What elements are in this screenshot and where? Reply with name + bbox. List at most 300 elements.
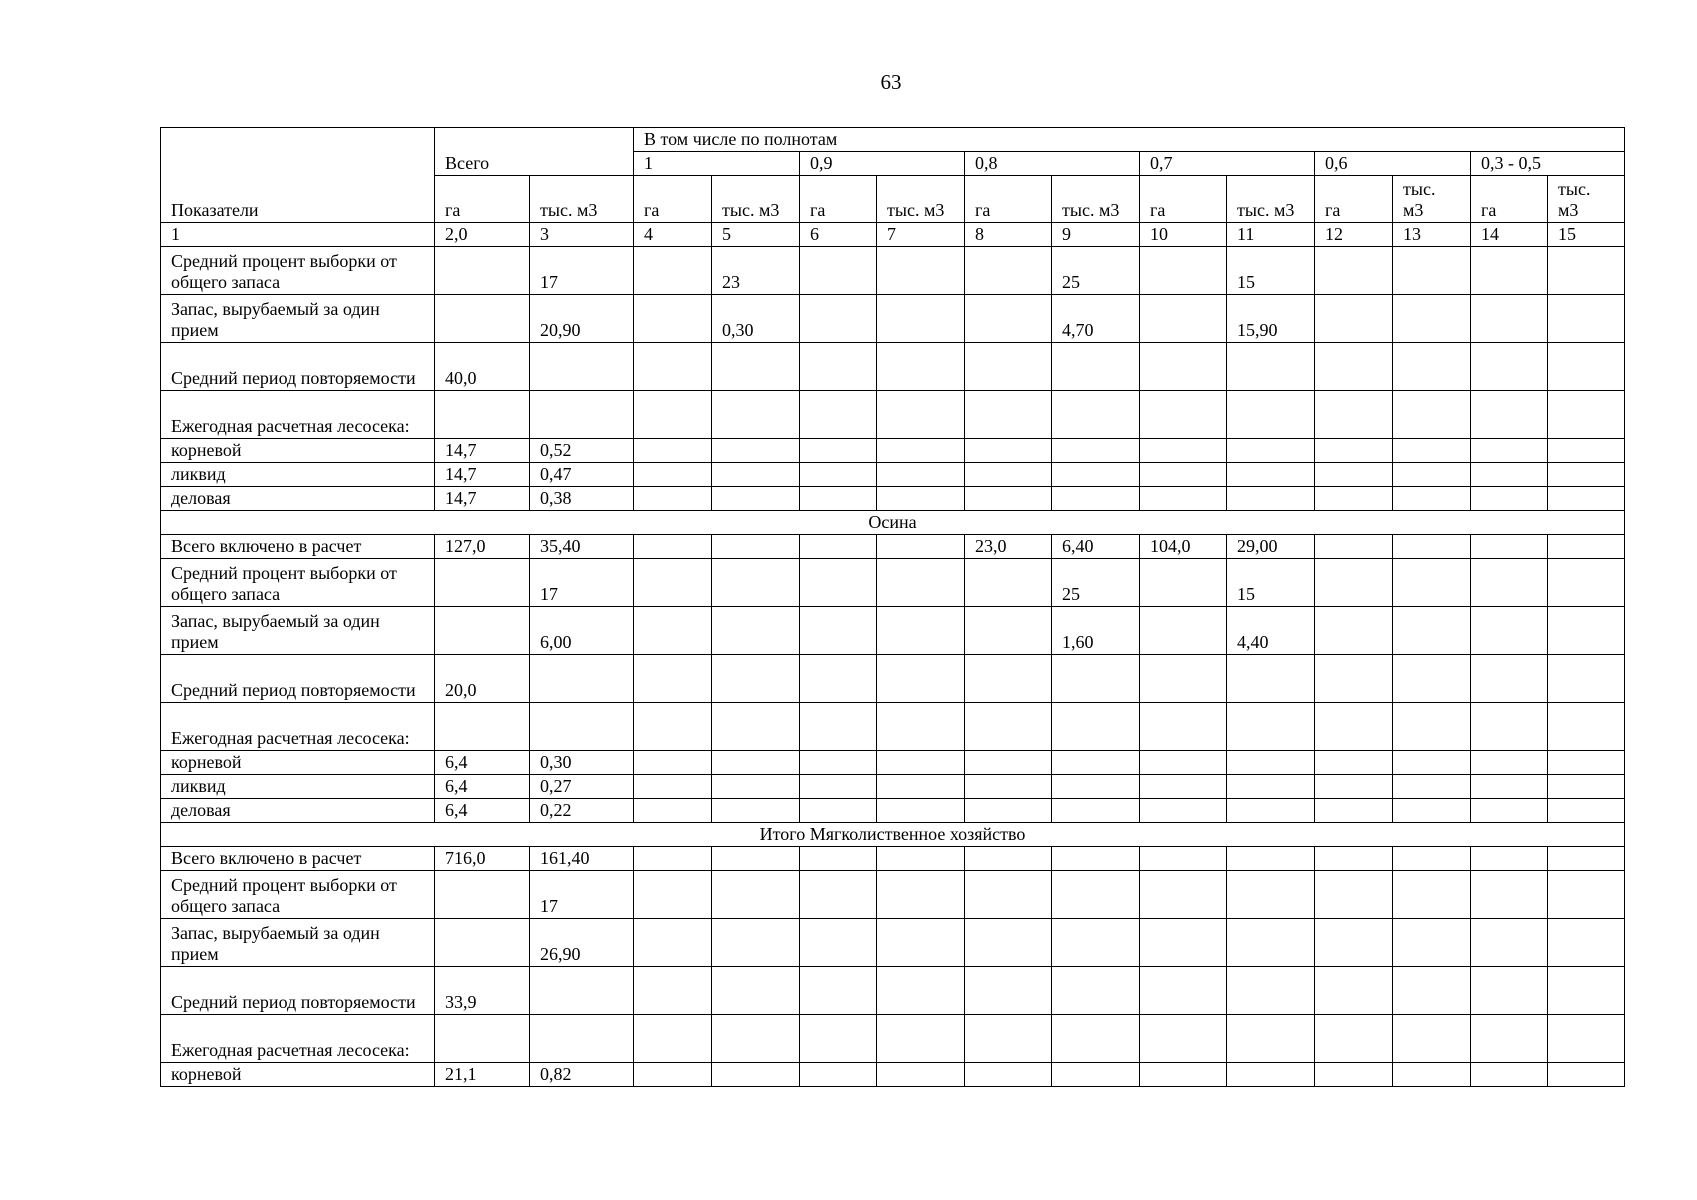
table-cell (965, 919, 1052, 967)
section-row (161, 823, 1625, 847)
table-cell (1140, 799, 1227, 823)
table-cell (1393, 847, 1471, 871)
table-cell (965, 967, 1052, 1015)
table-cell (877, 703, 965, 751)
table-cell (1315, 775, 1393, 799)
table-cell (965, 463, 1052, 487)
table-cell (634, 775, 712, 799)
table-cell (1548, 343, 1625, 391)
table-cell (877, 463, 965, 487)
table-cell (1052, 799, 1140, 823)
table-cell (965, 1063, 1052, 1087)
header-by-density: В том числе по полнотам (634, 128, 1625, 152)
row-label: корневой (161, 439, 435, 463)
table-cell: 26,90 (530, 919, 634, 967)
table-cell (435, 295, 530, 343)
table-body (161, 247, 1625, 1087)
table-cell: 15 (1227, 247, 1315, 295)
table-cell (435, 247, 530, 295)
table-cell (1052, 439, 1140, 463)
column-number: 7 (877, 223, 965, 247)
table-cell (1548, 535, 1625, 559)
table-cell (800, 655, 877, 703)
table-cell (800, 1063, 877, 1087)
column-number: 1 (161, 223, 435, 247)
header-indicator: Показатели (161, 128, 435, 223)
table-row (161, 703, 1625, 751)
table-cell (1393, 799, 1471, 823)
table-cell (877, 1063, 965, 1087)
table-cell (1227, 919, 1315, 967)
table-cell (1548, 391, 1625, 439)
table-cell (1315, 487, 1393, 511)
table-cell: 0,38 (530, 487, 634, 511)
table-cell (1393, 487, 1471, 511)
table-cell (1471, 535, 1548, 559)
table-cell (1393, 247, 1471, 295)
table-cell (965, 487, 1052, 511)
unit-cell: тыс. м3 (530, 176, 634, 223)
table-cell (1052, 463, 1140, 487)
table-row (161, 799, 1625, 823)
unit-cell: тыс. м3 (1548, 176, 1625, 223)
table-cell (1471, 775, 1548, 799)
table-cell: 4,70 (1052, 295, 1140, 343)
table-cell (965, 751, 1052, 775)
table-cell (1548, 1063, 1625, 1087)
table-cell (712, 487, 800, 511)
table-cell (1315, 1063, 1393, 1087)
table-cell (965, 703, 1052, 751)
table-cell (1140, 559, 1227, 607)
table-cell: 33,9 (435, 967, 530, 1015)
header-total: Всего (435, 128, 634, 176)
table-cell (965, 559, 1052, 607)
row-label: Запас, вырубаемый за один прием (161, 607, 435, 655)
row-label: корневой (161, 751, 435, 775)
section-row (161, 511, 1625, 535)
table-cell (965, 391, 1052, 439)
row-label: Всего включено в расчет (161, 535, 435, 559)
row-label: деловая (161, 799, 435, 823)
table-cell (634, 799, 712, 823)
table-cell (1471, 703, 1548, 751)
table-cell (965, 247, 1052, 295)
row-label: Средний период повторяемости (161, 655, 435, 703)
section-title: Итого Мягколиственное хозяйство (161, 823, 1625, 847)
table-cell (435, 1015, 530, 1063)
table-cell (1052, 391, 1140, 439)
table-cell (1052, 703, 1140, 751)
table-cell (1315, 535, 1393, 559)
table-cell (1471, 799, 1548, 823)
table-cell (1548, 463, 1625, 487)
table-row (161, 463, 1625, 487)
table-row (161, 295, 1625, 343)
table-cell (1315, 559, 1393, 607)
table-cell (1393, 919, 1471, 967)
table-cell: 14,7 (435, 463, 530, 487)
table-cell (1315, 343, 1393, 391)
table-cell (1471, 295, 1548, 343)
table-cell: 0,82 (530, 1063, 634, 1087)
table-cell (877, 751, 965, 775)
table-cell (634, 343, 712, 391)
table-cell (800, 607, 877, 655)
table-cell (1315, 655, 1393, 703)
column-number: 11 (1227, 223, 1315, 247)
table-cell (877, 295, 965, 343)
unit-cell: тыс. м3 (1052, 176, 1140, 223)
table-cell (1471, 919, 1548, 967)
table-cell (800, 463, 877, 487)
column-number: 12 (1315, 223, 1393, 247)
row-label: ликвид (161, 463, 435, 487)
table-cell (1548, 295, 1625, 343)
table-cell (1052, 655, 1140, 703)
row-label: корневой (161, 1063, 435, 1087)
table-cell (634, 919, 712, 967)
table-cell (435, 919, 530, 967)
table-cell (1471, 1063, 1548, 1087)
table-cell (530, 391, 634, 439)
table-cell (1052, 1063, 1140, 1087)
table-cell (1140, 343, 1227, 391)
table-cell (800, 295, 877, 343)
table-row (161, 391, 1625, 439)
table-cell (1548, 487, 1625, 511)
table-cell (965, 655, 1052, 703)
table-cell (800, 559, 877, 607)
row-label: деловая (161, 487, 435, 511)
unit-cell: га (1315, 176, 1393, 223)
table-row (161, 775, 1625, 799)
table-row (161, 559, 1625, 607)
table-cell (634, 439, 712, 463)
table-cell (877, 871, 965, 919)
row-label: Средний процент выборки от общего запаса (161, 247, 435, 295)
table-cell (1393, 775, 1471, 799)
table-cell: 127,0 (435, 535, 530, 559)
table-cell (1315, 607, 1393, 655)
table-cell (877, 439, 965, 463)
table-cell (1393, 703, 1471, 751)
table-cell (965, 295, 1052, 343)
table-cell (1393, 463, 1471, 487)
table-cell (634, 1063, 712, 1087)
table-cell: 23 (712, 247, 800, 295)
table-cell (1052, 871, 1140, 919)
unit-cell: тыс. м3 (1393, 176, 1471, 223)
table-cell (712, 967, 800, 1015)
table-cell (634, 967, 712, 1015)
table-cell: 35,40 (530, 535, 634, 559)
table-cell (1227, 799, 1315, 823)
table-cell (634, 1015, 712, 1063)
table-cell (1140, 439, 1227, 463)
table-cell: 0,30 (530, 751, 634, 775)
table-cell (1140, 871, 1227, 919)
table-cell (1393, 559, 1471, 607)
table-cell (530, 655, 634, 703)
table-cell (1140, 1063, 1227, 1087)
table-cell (634, 463, 712, 487)
table-cell (965, 799, 1052, 823)
table-cell (712, 463, 800, 487)
table-cell (1315, 463, 1393, 487)
table-cell (800, 703, 877, 751)
table-cell: 0,27 (530, 775, 634, 799)
column-number: 15 (1548, 223, 1625, 247)
table-cell: 0,22 (530, 799, 634, 823)
table-cell (1393, 967, 1471, 1015)
table-cell (800, 343, 877, 391)
table-cell (877, 919, 965, 967)
table-cell (1393, 1015, 1471, 1063)
table-cell (1227, 391, 1315, 439)
table-cell (965, 871, 1052, 919)
table-cell (1227, 775, 1315, 799)
table-cell (1548, 1015, 1625, 1063)
table-cell (1315, 967, 1393, 1015)
table-cell (1227, 871, 1315, 919)
table-row (161, 919, 1625, 967)
table-cell (1140, 919, 1227, 967)
table-cell (800, 967, 877, 1015)
table-row (161, 1063, 1625, 1087)
table-cell: 14,7 (435, 439, 530, 463)
table-cell (1315, 919, 1393, 967)
table-cell (1393, 439, 1471, 463)
table-cell: 40,0 (435, 343, 530, 391)
table-cell (1227, 343, 1315, 391)
header-density: 0,9 (800, 152, 965, 176)
column-number: 10 (1140, 223, 1227, 247)
table-cell (877, 343, 965, 391)
header-density: 0,8 (965, 152, 1140, 176)
table-cell (1393, 751, 1471, 775)
table-cell (877, 799, 965, 823)
table-row (161, 487, 1625, 511)
table-cell (1471, 607, 1548, 655)
table-cell (800, 799, 877, 823)
table-row (161, 751, 1625, 775)
table-cell (965, 439, 1052, 463)
table-cell (1315, 847, 1393, 871)
table-cell (712, 919, 800, 967)
table-cell (800, 847, 877, 871)
table-cell (965, 1015, 1052, 1063)
table-cell (1227, 967, 1315, 1015)
column-number: 14 (1471, 223, 1548, 247)
table-cell (1393, 391, 1471, 439)
table-cell (712, 535, 800, 559)
row-label: ликвид (161, 775, 435, 799)
table-cell (1315, 439, 1393, 463)
table-cell (712, 847, 800, 871)
table-cell (1471, 751, 1548, 775)
table-cell (877, 655, 965, 703)
table-cell (1052, 343, 1140, 391)
table-cell (1548, 655, 1625, 703)
header-density: 0,7 (1140, 152, 1315, 176)
column-number: 13 (1393, 223, 1471, 247)
table-cell: 29,00 (1227, 535, 1315, 559)
forest-cutting-table (160, 127, 1625, 1087)
table-cell (1548, 559, 1625, 607)
column-number: 5 (712, 223, 800, 247)
table-cell (1471, 439, 1548, 463)
table-cell (712, 655, 800, 703)
table-cell: 17 (530, 559, 634, 607)
table-cell (877, 847, 965, 871)
table-cell (435, 559, 530, 607)
unit-cell: га (634, 176, 712, 223)
table-cell (634, 703, 712, 751)
table-row (161, 1015, 1625, 1063)
table-cell (712, 703, 800, 751)
table-cell (800, 247, 877, 295)
table-cell (877, 247, 965, 295)
table-cell (1393, 607, 1471, 655)
table-cell (1052, 967, 1140, 1015)
table-cell (1471, 463, 1548, 487)
unit-cell: тыс. м3 (1227, 176, 1315, 223)
row-label: Средний процент выборки от общего запаса (161, 871, 435, 919)
table-cell (634, 295, 712, 343)
table-cell (712, 1015, 800, 1063)
table-cell (1548, 247, 1625, 295)
table-cell (712, 1063, 800, 1087)
table-cell: 0,52 (530, 439, 634, 463)
table-cell (1140, 1015, 1227, 1063)
table-cell (1052, 847, 1140, 871)
table-cell (530, 1015, 634, 1063)
table-cell (634, 391, 712, 439)
table-row (161, 535, 1625, 559)
table-cell (1393, 295, 1471, 343)
table-cell (712, 871, 800, 919)
table-cell (1227, 751, 1315, 775)
table-cell (1052, 919, 1140, 967)
table-cell (965, 847, 1052, 871)
table-cell: 14,7 (435, 487, 530, 511)
table-row (161, 847, 1625, 871)
table-cell (1315, 247, 1393, 295)
table-cell (1227, 1015, 1315, 1063)
header-density: 0,3 - 0,5 (1471, 152, 1625, 176)
table-cell (1315, 799, 1393, 823)
table-cell (1140, 751, 1227, 775)
table-cell (634, 535, 712, 559)
table-cell: 21,1 (435, 1063, 530, 1087)
header-density: 1 (634, 152, 800, 176)
table-cell (1471, 247, 1548, 295)
table-cell (1227, 847, 1315, 871)
row-label: Средний период повторяемости (161, 343, 435, 391)
table-cell: 716,0 (435, 847, 530, 871)
table-cell (800, 751, 877, 775)
table-cell (877, 535, 965, 559)
table-cell (800, 775, 877, 799)
column-number: 8 (965, 223, 1052, 247)
table-cell (1471, 391, 1548, 439)
table-row (161, 871, 1625, 919)
unit-cell: га (435, 176, 530, 223)
table-cell (1140, 703, 1227, 751)
table-cell (712, 607, 800, 655)
table-cell (712, 439, 800, 463)
table-cell: 25 (1052, 559, 1140, 607)
table-row (161, 343, 1625, 391)
table-cell (1315, 391, 1393, 439)
table-cell (1315, 703, 1393, 751)
table-cell (530, 967, 634, 1015)
table-cell (530, 703, 634, 751)
row-label: Запас, вырубаемый за один прием (161, 919, 435, 967)
table-cell: 6,4 (435, 751, 530, 775)
table-cell: 6,00 (530, 607, 634, 655)
table-cell: 25 (1052, 247, 1140, 295)
header-density: 0,6 (1315, 152, 1471, 176)
table-cell: 6,40 (1052, 535, 1140, 559)
table-cell (1315, 295, 1393, 343)
table-cell: 20,90 (530, 295, 634, 343)
table-cell (1471, 559, 1548, 607)
table-cell: 161,40 (530, 847, 634, 871)
table-row (161, 439, 1625, 463)
table-cell (1052, 775, 1140, 799)
column-number: 3 (530, 223, 634, 247)
table-cell (712, 559, 800, 607)
table-cell (800, 1015, 877, 1063)
table-cell (1471, 1015, 1548, 1063)
table-cell (1548, 967, 1625, 1015)
table-cell (800, 487, 877, 511)
table-cell (1227, 703, 1315, 751)
table-cell (800, 439, 877, 463)
column-number: 6 (800, 223, 877, 247)
table-cell (634, 655, 712, 703)
table-cell (1227, 655, 1315, 703)
table-cell (1140, 775, 1227, 799)
table-cell (877, 1015, 965, 1063)
table-cell (1140, 247, 1227, 295)
table-cell (1393, 1063, 1471, 1087)
row-label: Запас, вырубаемый за один прием (161, 295, 435, 343)
table-cell (1548, 703, 1625, 751)
table-cell (1393, 655, 1471, 703)
header-row-1 (161, 128, 1625, 152)
table-cell (1052, 751, 1140, 775)
table-cell (1140, 607, 1227, 655)
table-cell (1393, 343, 1471, 391)
table-cell: 17 (530, 247, 634, 295)
table-cell: 17 (530, 871, 634, 919)
table-cell (1471, 655, 1548, 703)
row-label: Средний период повторяемости (161, 967, 435, 1015)
table-cell (1140, 847, 1227, 871)
table-cell (1315, 871, 1393, 919)
table-cell: 23,0 (965, 535, 1052, 559)
table-cell (877, 607, 965, 655)
table-cell (1471, 967, 1548, 1015)
table-cell (1227, 1063, 1315, 1087)
table-cell (1315, 751, 1393, 775)
table-cell: 4,40 (1227, 607, 1315, 655)
table-cell (877, 775, 965, 799)
row-label: Средний процент выборки от общего запаса (161, 559, 435, 607)
